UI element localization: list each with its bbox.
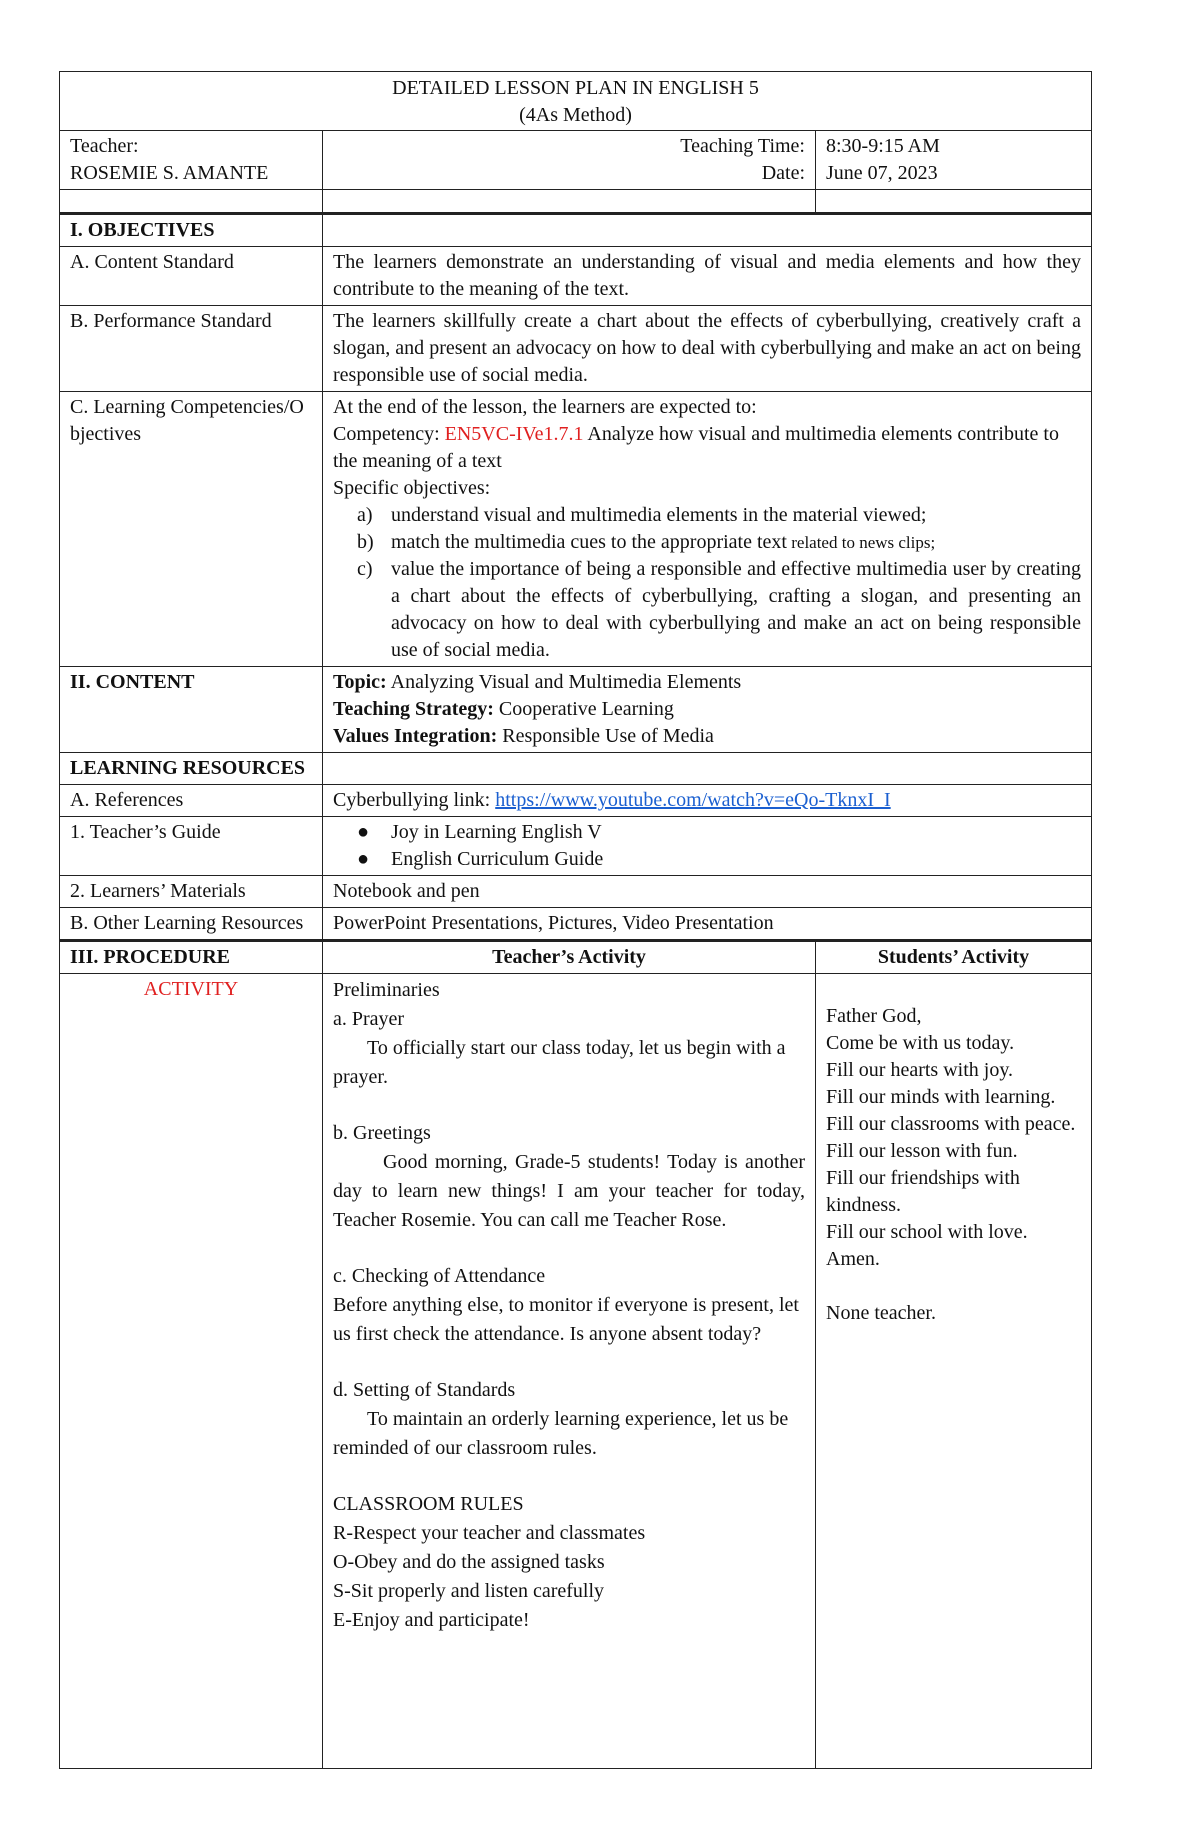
references-row [60,785,1092,817]
classroom-rule: O-Obey and do the assigned tasks [333,1551,605,1573]
performance-standard-row [60,306,1092,392]
teachers-guide-label: 1. Teacher’s Guide [60,817,323,876]
strategy-line: Teaching Strategy: Cooperative Learning [333,698,674,720]
content-heading: II. CONTENT [60,667,323,753]
date-value: June 07, 2023 [826,162,938,184]
teacher-activity-header: Teacher’s Activity [323,941,816,974]
procedure-heading-row [60,941,1092,974]
lesson-plan-document [59,71,1091,1769]
learners-materials-label: 2. Learners’ Materials [60,876,323,908]
student-prayer-line: Fill our minds with learning. [826,1086,1056,1108]
other-resources-label: B. Other Learning Resources [60,908,323,941]
bullet-icon: ● [357,848,370,870]
cyberbullying-video-link[interactable]: https://www.youtube.com/watch?v=eQo-TknxI_I [495,789,891,811]
teachers-guide-row [60,817,1092,876]
objectives-heading-row [60,214,1092,247]
teacher-label: Teacher: [70,135,139,157]
competencies-label: C. Learning Competencies/Objectives [60,392,323,667]
student-prayer-line: Fill our friendships with kindness. [826,1167,1020,1216]
classroom-rule: R-Respect your teacher and classmates [333,1522,646,1544]
document-title: DETAILED LESSON PLAN IN ENGLISH 5 [392,77,759,99]
resources-heading-row [60,753,1092,785]
classroom-rule: S-Sit properly and listen carefully [333,1580,605,1602]
teachers-guide-list [333,819,1081,873]
student-prayer-line: Fill our school with love. [826,1221,1028,1243]
competency-prefix: Competency: [333,423,445,445]
competency-line [333,421,1081,475]
standards-text: To maintain an orderly learning experience, let us be reminded of our classroom rules. [333,1408,789,1459]
competency-text: Analyze how visual and multimedia elements contribute to the meaning of a text [333,423,1059,472]
content-standard-text: The learners demonstrate an understanding of visual and media elements and how they contribute to the meaning of the text. [323,247,1092,306]
preliminaries-label: Preliminaries [333,979,440,1001]
student-prayer-line: Fill our classrooms with peace. [826,1113,1076,1135]
performance-standard-label: B. Performance Standard [60,306,323,392]
standards-label: d. Setting of Standards [333,1379,516,1401]
learners-materials-row [60,876,1092,908]
spacer-row [60,190,1092,214]
activity-phase-label: ACTIVITY [60,974,323,1769]
references-label: A. References [60,785,323,817]
values-line: Values Integration: Responsible Use of Media [333,725,714,747]
teaching-time-label: Teaching Time: [680,135,805,157]
document-subtitle: (4As Method) [519,104,632,126]
competencies-row [60,392,1092,667]
specific-objective-item: c) value the importance of being a responsible and effective multimedia user by creating a chart about the effects of cyberbullying, crafting a slogan, and presenting an advocacy on how to deal with cyberbullying and make an act on being responsible use of social media. [357,558,1081,661]
title-row [60,72,1092,131]
teachers-guide-item: ● Joy in Learning English V [391,819,1081,846]
greetings-text: Good morning, Grade-5 students! Today is another day to learn new things! I am your teacher for today, Teacher Rosemie. You can call me Teacher Rose. [333,1151,805,1231]
resources-heading: LEARNING RESOURCES [60,753,323,785]
classroom-rule: E-Enjoy and participate! [333,1609,530,1631]
other-resources-row [60,908,1092,941]
date-label: Date: [761,162,805,184]
specific-objective-item: a) understand visual and multimedia elements in the material viewed; [357,504,927,526]
content-row [60,667,1092,753]
teachers-guide-item: ● English Curriculum Guide [391,846,1081,873]
specific-objectives-list [333,502,1081,664]
attendance-label: c. Checking of Attendance [333,1265,546,1287]
teaching-time-value: 8:30-9:15 AM [826,135,940,157]
prayer-label: a. Prayer [333,1008,405,1030]
student-prayer-line: Come be with us today. [826,1032,1015,1054]
students-activity-header: Students’ Activity [816,941,1092,974]
student-prayer-line: Fill our lesson with fun. [826,1140,1018,1162]
greetings-label: b. Greetings [333,1122,431,1144]
student-prayer-line: Fill our hearts with joy. [826,1059,1014,1081]
teacher-name: ROSEMIE S. AMANTE [70,162,269,184]
other-resources-text: PowerPoint Presentations, Pictures, Video Presentation [323,908,1092,941]
lesson-plan-table [59,71,1092,1769]
activity-row [60,974,1092,1769]
prayer-text: To officially start our class today, let us begin with a prayer. [333,1037,786,1088]
student-prayer-line: Amen. [826,1248,880,1270]
references-prefix: Cyberbullying link: [333,789,496,811]
objectives-intro: At the end of the lesson, the learners are expected to: [333,396,757,418]
student-attendance-response: None teacher. [826,1302,936,1324]
competency-code: EN5VC-IVe1.7.1 [444,423,584,445]
learners-materials-text: Notebook and pen [323,876,1092,908]
procedure-heading: III. PROCEDURE [60,941,323,974]
objectives-heading: I. OBJECTIVES [60,214,323,247]
topic-line: Topic: Analyzing Visual and Multimedia Elements [333,671,742,693]
classroom-rules-title: CLASSROOM RULES [333,1493,524,1515]
specific-objectives-label: Specific objectives: [333,477,491,499]
content-standard-label: A. Content Standard [60,247,323,306]
content-standard-row [60,247,1092,306]
specific-objective-item: b) match the multimedia cues to the appropriate text related to news clips; [357,531,936,553]
student-prayer-line: Father God, [826,1005,922,1027]
attendance-text: Before anything else, to monitor if everyone is present, let us first check the attendance. Is anyone absent today? [333,1294,799,1345]
bullet-icon: ● [357,821,370,843]
performance-standard-text: The learners skillfully create a chart about the effects of cyberbullying, creatively craft a slogan, and present an advocacy on how to deal with cyberbullying and make an act on being responsible use of social media. [323,306,1092,392]
info-row [60,131,1092,190]
